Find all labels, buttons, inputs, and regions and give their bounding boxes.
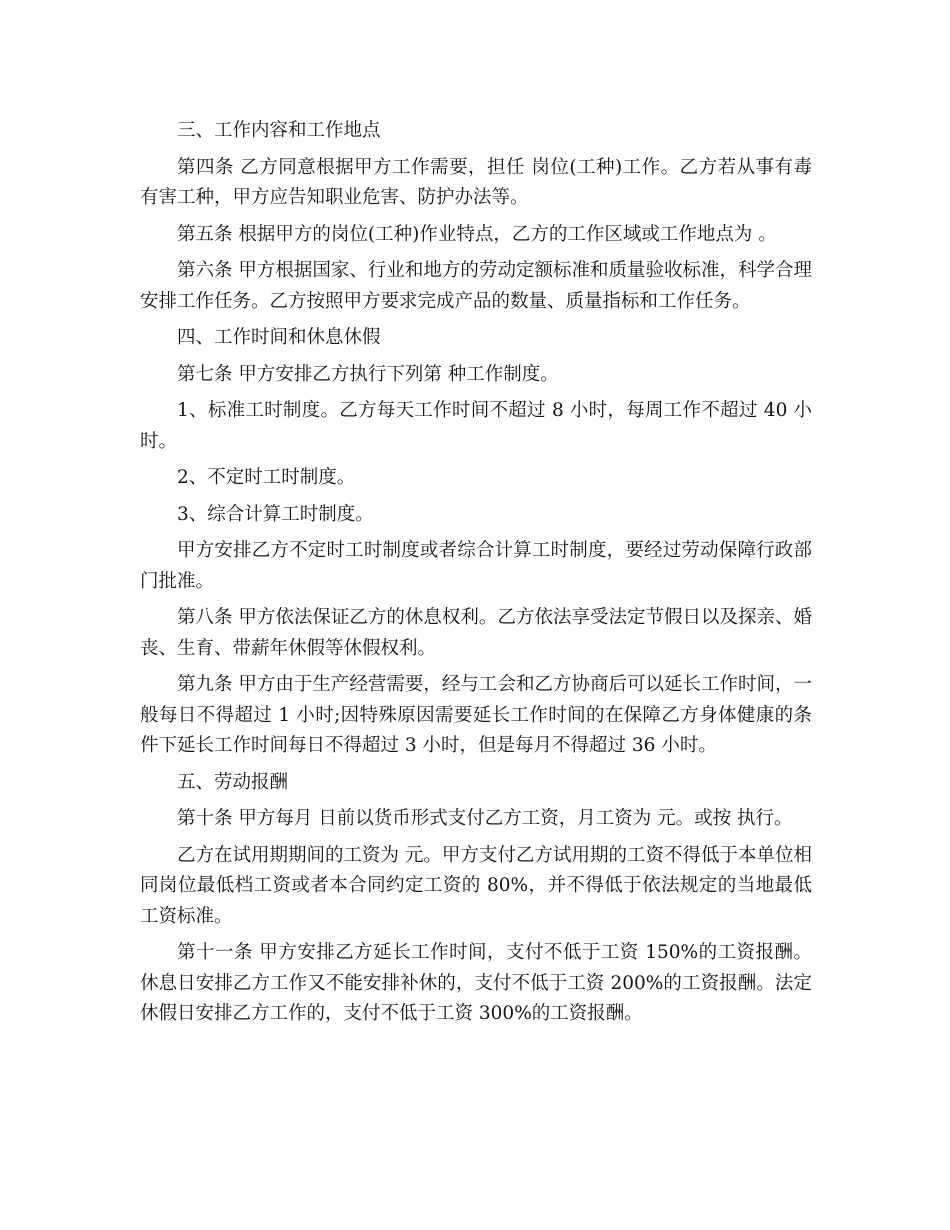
probation-wage: 乙方在试用期期间的工资为 元。甲方支付乙方试用期的工资不得低于本单位相同岗位最低档工资或者本合同约定工资的 80%，并不得低于依法规定的当地最低工资标准。: [140, 844, 812, 927]
section-heading-work-hours: 四、工作时间和休息休假: [177, 327, 381, 348]
section-heading-remuneration: 五、劳动报酬: [177, 771, 289, 793]
approval-note: 甲方安排乙方不定时工时制度或者综合计算工时制度，要经过劳动保障行政部门批准。: [140, 540, 812, 592]
article-8: 第八条 甲方依法保证乙方的休息权利。乙方依法享受法定节假日以及探亲、婚丧、生育、带薪年休假等休假权利。: [140, 607, 812, 659]
list-item-standard-hours: 1、标准工时制度。乙方每天工作时间不超过 8 小时，每周工作不超过 40 小时。: [140, 400, 812, 452]
article-5: 第五条 根据甲方的岗位(工种)作业特点，乙方的工作区域或工作地点为 。: [177, 223, 777, 245]
article-10: 第十条 甲方每月 日前以货币形式支付乙方工资，月工资为 元。或按 执行。: [177, 808, 793, 829]
section-heading-work-content: 三、工作内容和工作地点: [177, 120, 381, 141]
article-9: 第九条 甲方由于生产经营需要，经与工会和乙方协商后可以延长工作时间，一般每日不得超过 1 小时;因特殊原因需要延长工作时间的在保障乙方身体健康的条件下延长工作时间每日不得超过 3 小时，但是每月不得超过 36 小时。: [140, 674, 812, 756]
article-4: 第四条 乙方同意根据甲方工作需要，担任 岗位(工种)工作。乙方若从事有毒有害工种，甲方应告知职业危害、防护办法等。: [140, 156, 812, 208]
article-6: 第六条 甲方根据国家、行业和地方的劳动定额标准和质量验收标准，科学合理安排工作任务。乙方按照甲方要求完成产品的数量、质量指标和工作任务。: [140, 260, 812, 312]
list-item-comprehensive-hours: 3、综合计算工时制度。: [177, 503, 374, 525]
article-7: 第七条 甲方安排乙方执行下列第 种工作制度。: [177, 363, 559, 385]
list-item-flexible-hours: 2、不定时工时制度。: [177, 467, 356, 488]
document-body: [140, 116, 812, 1036]
article-11: 第十一条 甲方安排乙方延长工作时间，支付不低于工资 150%的工资报酬。休息日安排乙方工作又不能安排补休的，支付不低于工资 200%的工资报酬。法定休假日安排乙方工作的，支付不低于工资 300%的工资报酬。: [140, 942, 812, 1024]
